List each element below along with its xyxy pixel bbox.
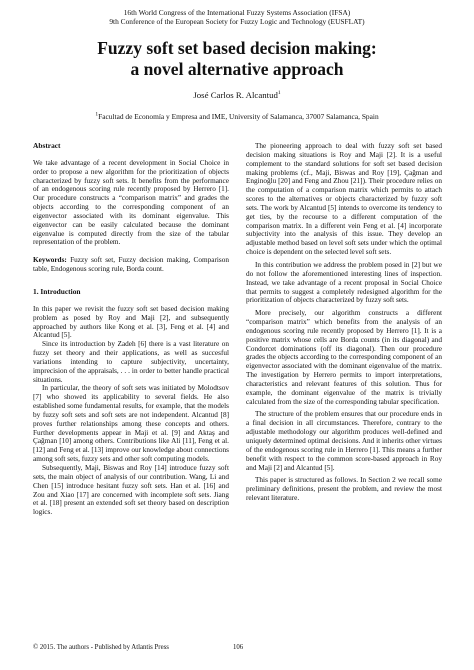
affiliation-line: [0, 112, 474, 121]
right-paragraph-4: The structure of the problem ensures that our procedure ends in a final decision in all circumstances. Therefore, contrary to the adjustable methodology our algorithm produces well-defined and uniquely determined optimal decisions. And it inherits other virtues of the endogenous scoring rule in Herrero [1]. This means a further benefit with respect to the common score-based approach in Roy and Maji [2] and Alcantud [5].: [246, 410, 442, 472]
right-column: [246, 142, 442, 503]
keywords-text: Fuzzy soft set, Fuzzy decision making, Comparison table, Endogenous scoring rule, Borda count.: [33, 256, 230, 274]
right-paragraph-2: In this contribution we address the problem posed in [2] but we do not follow the aforementioned interesting lines of inspection. Instead, we take advantage of a recent proposal in Social Choice that permits to suggest a completely redesigned algorithm for the prioritization of objects characterized by fuzzy soft sets.: [246, 260, 442, 305]
title-line-2: a novel alternative approach: [130, 59, 344, 79]
author-line: [0, 90, 474, 101]
author-affiliation-mark: 1: [277, 90, 281, 97]
affiliation-mark: 1: [95, 111, 99, 118]
abstract-heading: Abstract: [33, 141, 61, 150]
abstract-text: We take advantage of a recent development in Social Choice in order to propose a new algorithm for the prioritization of objects characterized by fuzzy soft sets. It benefits from the performance of an endogenous scoring rule recently proposed by Herrero [1]. Our procedure constructs a “comparison matrix” and grades the objects according to the corresponding component of an eigenvector associated with its dominant eigenvalue. This eigenvector can be easily calculated because the dominant eigenvalue is computed directly from the size of the tabular representation of the problem.: [33, 158, 229, 247]
intro-paragraph-1: In this paper we revisit the fuzzy soft set based decision making problem as posed by Roy and Maji [2], and subsequently approached by authors like Kong et al. [3], Feng et al. [4] and Alcantud [5].: [33, 304, 229, 340]
intro-paragraph-4: Subsequently, Maji, Biswas and Roy [14] introduce fuzzy soft sets, the main object of analysis of our contribution. Wang, Li and Chen [15] introduce hesitant fuzzy soft sets. Han et al. [16] and Zou and Xiao [17] are concerned with incomplete soft sets. Jiang et al. [18] present an extended soft set theory based on description logics.: [33, 464, 229, 517]
right-paragraph-1: The pioneering approach to deal with fuzzy soft set based decision making situations is Roy and Maji [2]. It is a useful complement to the standard solutions for soft set based decision making problems (cf., Maji, Biswas and Roy [19], Çağman and Enginoğlu [20] and Feng and Zhou [21]). Their procedure relies on the computation of a comparison matrix which permits to attach scores to the alternatives or objects characterized by fuzzy soft sets. The work by Alcantud [5] intends to overcome its tendency to get ties, by the recourse to a different computation of the comparison matrix. In a different vein Feng et al. [4] incorporate subjectivity into the analysis of this issue. They develop an adjustable method based on level soft sets under which the optimal choice is dependent on the selected level soft sets.: [246, 142, 442, 257]
affiliation-text: Facultad de Economía y Empresa and IME, University of Salamanca, 37007 Salamanca, Spain: [98, 112, 379, 121]
right-paragraph-5: This paper is structured as follows. In Section 2 we recall some preliminary definitions, present the problem, and review the most relevant literature.: [246, 476, 442, 503]
copyright-notice: © 2015. The authors - Published by Atlantis Press: [33, 644, 169, 651]
paper-title: [0, 38, 474, 80]
conference-line-1: 16th World Congress of the International Fuzzy Systems Association (IFSA): [123, 8, 351, 17]
author-name: José Carlos R. Alcantud: [193, 90, 278, 100]
intro-paragraph-2: Since its introduction by Zadeh [6] there is a vast literature on fuzzy set theory and their applications, as well as succesful variations intending to capture subjectivity, uncertainty, imprecision of the appraisals, . . . in order to better handle practical situations.: [33, 340, 229, 384]
introduction-heading: 1. Introduction: [33, 286, 81, 296]
page-number: 106: [233, 644, 244, 651]
keywords-paragraph: [33, 256, 229, 274]
conference-header: [0, 8, 474, 26]
conference-line-2: 9th Conference of the European Society for Fuzzy Logic and Technology (EUSFLAT): [109, 17, 365, 26]
keywords-label: Keywords:: [33, 256, 67, 265]
right-paragraph-3: More precisely, our algorithm constructs a different “comparison matrix” which benefits from the analysis of an endogenous scoring rule recently proposed by Herrero [1]. It is a positive matrix whose cells are Borda counts (in its diagonal) and Condorcet dominations (off its diagonal). Then our procedure grades the objects according to the corresponding component of an eigenvector associated with the dominant eigenvalue of the matrix. The investigation by Herrero permits to import interpretations, characteristics and relevant features of this solution. Thus for example, the dominant eigenvalue of the matrix is trivially calculated from the size of the corresponding tabular specification.: [246, 309, 442, 406]
title-line-1: Fuzzy soft set based decision making:: [97, 38, 377, 58]
left-column: [33, 138, 229, 517]
intro-paragraph-3: In particular, the theory of soft sets was initiated by Molodtsov [7] who showed its applicability to several fields. He also established some fundamental results, for example, that the models by fuzzy soft sets and soft sets are not independent. Alcantud [8] proves further relationships among these concepts and others. Further developments appear in Maji et al. [9] and Aktaş and Çağman [10] among others. Contributions like Ali [11], Feng et al. [12] and Feng et al. [13] improve our knowledge about connections among soft sets, fuzzy sets and other soft computing models.: [33, 384, 229, 464]
